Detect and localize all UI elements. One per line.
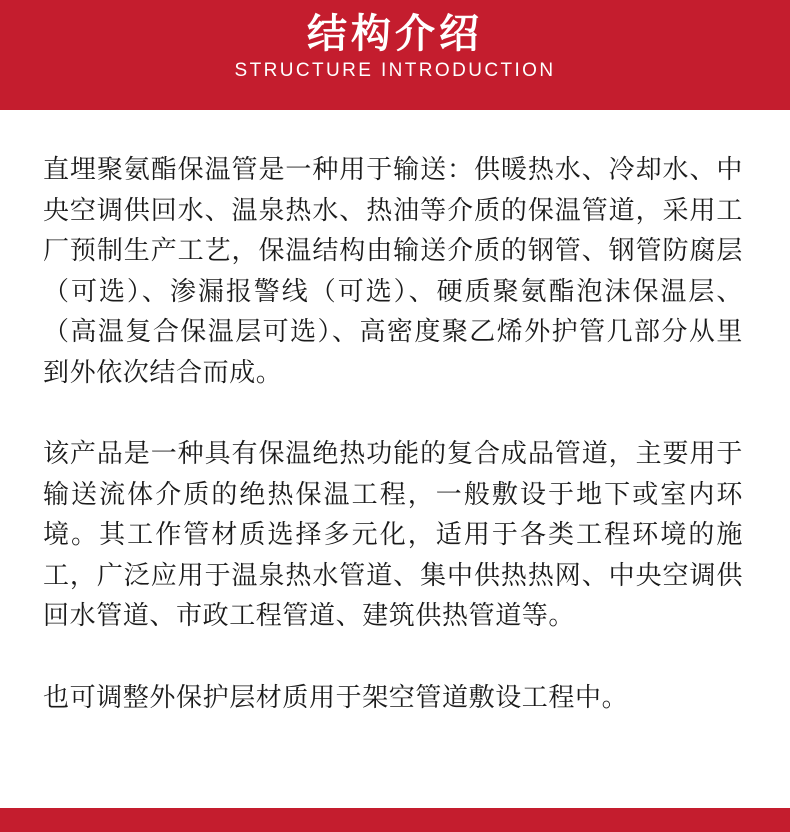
section-subtitle: STRUCTURE INTRODUCTION bbox=[234, 60, 556, 81]
content-body bbox=[43, 150, 743, 718]
paragraph-applications: 该产品是一种具有保温绝热功能的复合成品管道，主要用于输送流体介质的绝热保温工程，一般敷设于地下或室内环境。其工作管材质选择多元化，适用于各类工程环境的施工，广泛应用于温泉热水管道、集中供热热网、中央空调供回水管道、市政工程管道、建筑供热管道等。 bbox=[43, 439, 743, 631]
section-title: 结构介绍 bbox=[307, 11, 483, 57]
paragraph-structure: 直埋聚氨酯保温管是一种用于输送：供暖热水、冷却水、中央空调供回水、温泉热水、热油等介质的保温管道，采用工厂预制生产工艺，保温结构由输送介质的钢管、钢管防腐层（可选）、渗漏报警线（可选）、硬质聚氨酯泡沫保温层、（高温复合保温层可选）、高密度聚乙烯外护管几部分从里到外依次结合而成。 bbox=[43, 155, 743, 388]
footer-bar bbox=[0, 808, 790, 832]
header-banner bbox=[0, 0, 790, 110]
paragraph-overhead: 也可调整外保护层材质用于架空管道敷设工程中。 bbox=[43, 682, 629, 713]
